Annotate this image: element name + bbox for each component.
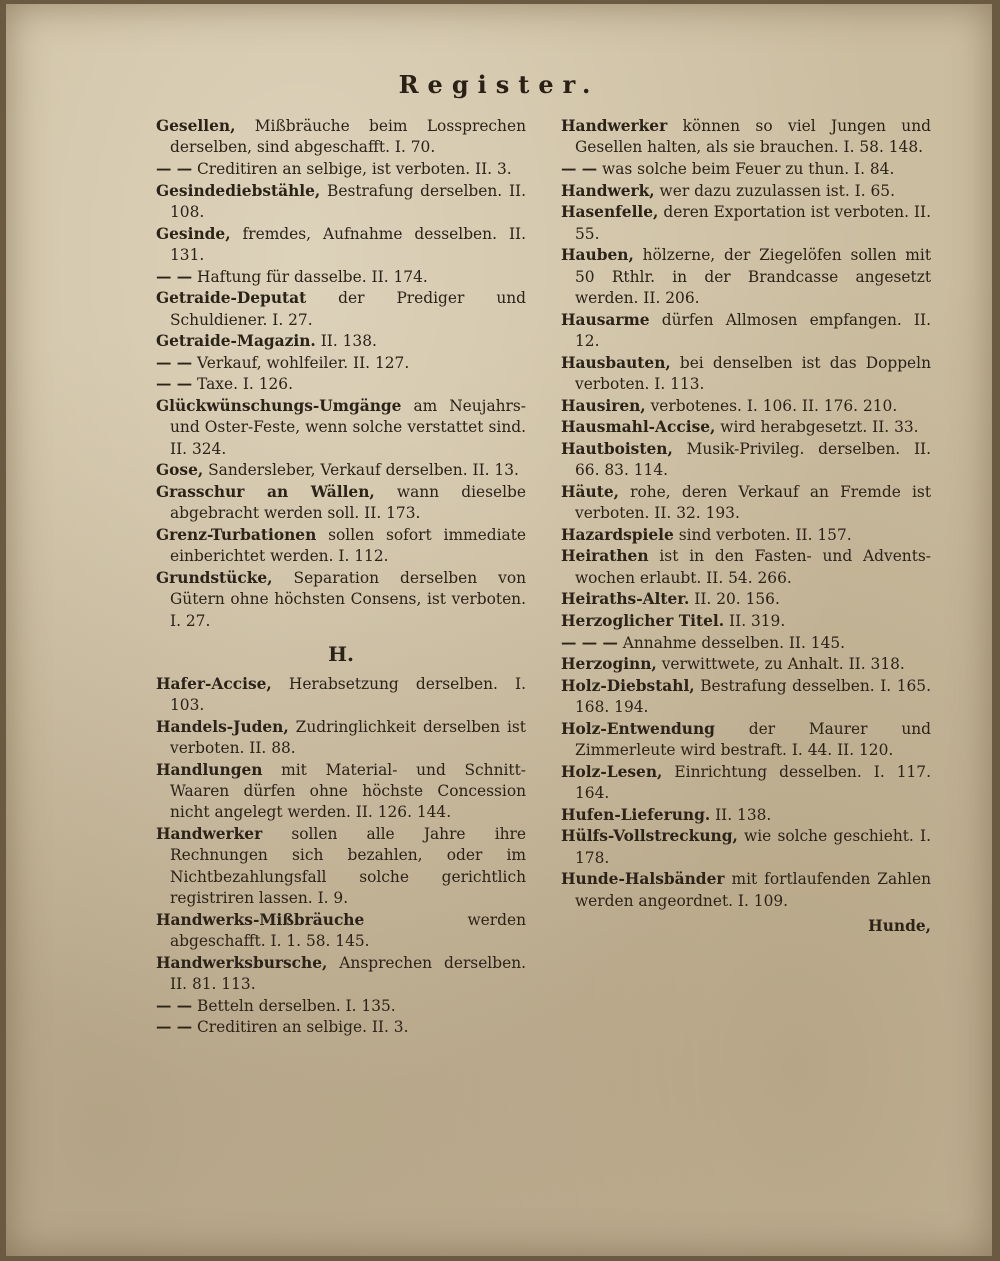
index-entry	[561, 762, 931, 805]
entry-headword: Hautboisten,	[561, 439, 673, 458]
index-entry	[561, 654, 931, 675]
index-entry	[156, 267, 526, 288]
entry-headword: Hausiren,	[561, 396, 646, 415]
entry-text: Taxe. I. 126.	[192, 375, 293, 394]
index-entry	[561, 482, 931, 525]
entry-headword: Grundstücke,	[156, 568, 273, 587]
entry-headword: Handwerksbursche,	[156, 953, 328, 972]
entry-text: II. 138.	[315, 332, 377, 351]
entry-text: deren Exportation ist verboten. II. 55.	[575, 203, 931, 243]
entry-headword: Hafer-Accise,	[156, 674, 272, 693]
entry-headword: Handwerker	[561, 117, 668, 135]
entry-headword: Getraide-Magazin.	[156, 332, 316, 351]
index-entry	[156, 331, 526, 352]
entry-text: Bestrafung desselben. I. 165. 168. 194.	[575, 676, 931, 717]
index-entry	[156, 1017, 526, 1038]
entry-headword: — —	[561, 160, 598, 178]
index-entry	[561, 310, 931, 353]
entry-text: verwittwete, zu Anhalt. II. 318.	[656, 655, 905, 674]
entry-headword: Hasenfelle,	[561, 203, 659, 222]
index-entry	[561, 633, 931, 654]
entry-headword: Hülfs-Vollstreckung,	[561, 827, 738, 846]
entry-text: Annahme desselben. II. 145.	[617, 633, 846, 652]
entry-headword: Gesinde,	[156, 224, 231, 243]
entry-headword: Getraide-Deputat	[156, 289, 307, 308]
index-entry	[156, 953, 526, 996]
entry-headword: Hazardspiele	[561, 525, 674, 544]
index-entry	[156, 374, 526, 395]
entry-headword: Herzoglicher Titel.	[561, 611, 725, 630]
entry-headword: Hunde-Halsbänder	[561, 870, 725, 889]
entry-headword: Handels-Juden,	[156, 717, 289, 736]
entry-headword: Heiraths-Alter.	[561, 590, 690, 609]
entry-text: mit Material- und Schnitt-Waaren dürfen ohne höchste Concession nicht angelegt werden. II. 126. 144.	[170, 760, 526, 822]
entry-headword: Gose,	[156, 461, 204, 480]
entry-headword: Häute,	[561, 482, 619, 501]
index-entry	[561, 245, 931, 309]
index-entry	[156, 525, 526, 568]
entry-headword: — —	[156, 353, 193, 372]
index-entry	[156, 674, 526, 717]
index-entry	[156, 353, 526, 374]
entry-text: wird herabgesetzt. II. 33.	[715, 418, 919, 437]
index-entry	[561, 611, 931, 632]
entry-headword: — — —	[561, 633, 618, 652]
entry-headword: Grenz-Turbationen	[156, 525, 317, 544]
entry-text: hölzerne, der Ziegelöfen sollen mit 50 Rthlr. in der Brandcasse angesetzt werden. II. 206.	[575, 246, 931, 307]
entry-headword: Holz-Diebstahl,	[561, 676, 695, 695]
index-entry	[561, 181, 931, 202]
entry-text: Musik-Privileg. derselben. II. 66. 83. 114.	[575, 439, 931, 480]
entry-headword: Hauben,	[561, 246, 634, 265]
index-entry	[561, 589, 931, 610]
h-entries-left	[156, 674, 526, 1039]
index-entry	[561, 439, 931, 482]
entry-text: sollen alle Jahre ihre Rechnungen sich bezahlen, oder im Nichtbezahlungsfall solche gerichtlich registriren lassen. I. 9.	[170, 825, 526, 908]
entry-text: Creditiren an selbige, ist verboten. II. 3.	[192, 160, 512, 178]
entry-text: Sandersleber, Verkauf derselben. II. 13.	[203, 461, 519, 480]
g-entries	[156, 116, 526, 632]
index-entry	[156, 396, 526, 460]
entry-text: Mißbräuche beim Lossprechen derselben, sind abgeschafft. I. 70.	[170, 117, 526, 157]
entry-text: Bestrafung derselben. II. 108.	[170, 181, 526, 221]
index-entry	[561, 826, 931, 869]
entry-text: sollen sofort immediate einberichtet werden. I. 112.	[170, 525, 526, 566]
entry-text: am Neujahrs- und Oster-Feste, wenn solche verstattet sind. II. 324.	[170, 396, 526, 458]
entry-text: dürfen Allmosen empfangen. II. 12.	[575, 310, 931, 350]
entry-headword: Holz-Entwendung	[561, 719, 715, 738]
entry-headword: Handwerks-Mißbräuche	[156, 910, 365, 929]
entry-headword: — —	[156, 375, 193, 394]
entry-text: Einrichtung desselben. I. 117. 164.	[575, 762, 931, 803]
entry-text: der Prediger und Schuldiener. I. 27.	[170, 289, 526, 329]
entry-headword: Gesindediebstähle,	[156, 181, 321, 200]
entry-headword: Holz-Lesen,	[561, 762, 663, 781]
index-entry	[156, 460, 526, 481]
entry-headword: — —	[156, 1018, 193, 1037]
index-entry	[561, 525, 931, 546]
entry-headword: Grasschur an Wällen,	[156, 482, 375, 501]
index-entry	[561, 546, 931, 589]
index-entry	[156, 224, 526, 267]
entry-headword: — —	[156, 996, 193, 1015]
entry-text: verbotenes. I. 106. II. 176. 210.	[645, 396, 898, 415]
entry-text: was solche beim Feuer zu thun. I. 84.	[597, 160, 895, 178]
entry-text: Verkauf, wohlfeiler. II. 127.	[192, 353, 410, 372]
entry-text: Creditiren an selbige. II. 3.	[192, 1018, 409, 1037]
entry-text: sind verboten. II. 157.	[673, 525, 852, 544]
entry-headword: Heirathen	[561, 547, 649, 566]
h-entries-right	[561, 116, 931, 912]
index-entry	[561, 869, 931, 912]
index-entry	[156, 910, 526, 953]
entry-text: Haftung für dasselbe. II. 174.	[192, 267, 428, 286]
entry-text: Betteln derselben. I. 135.	[192, 996, 396, 1015]
entry-text: ist in den Fasten- und Advents-wochen erlaubt. II. 54. 266.	[575, 547, 931, 587]
entry-headword: Gesellen,	[156, 117, 236, 135]
entry-text: mit fortlaufenden Zahlen werden angeordnet. I. 109.	[575, 870, 931, 910]
section-letter: H.	[328, 642, 354, 667]
entry-text: II. 20. 156.	[689, 590, 780, 609]
index-entry	[156, 482, 526, 525]
index-entry	[561, 417, 931, 438]
entry-headword: Herzoginn,	[561, 655, 657, 674]
index-entry	[156, 288, 526, 331]
entry-headword: — —	[156, 267, 193, 286]
right-column	[561, 116, 931, 938]
entry-text: Ansprechen derselben. II. 81. 113.	[170, 953, 526, 994]
index-entry	[156, 717, 526, 760]
entry-headword: Hufen-Lieferung.	[561, 805, 711, 824]
entry-headword: Hausbauten,	[561, 353, 671, 372]
entry-text: II. 138.	[710, 805, 772, 824]
entry-text: Herabsetzung derselben. I. 103.	[170, 674, 526, 714]
catchword: Hunde,	[868, 917, 931, 936]
index-entry	[561, 676, 931, 719]
index-entry	[156, 568, 526, 632]
index-entry	[561, 116, 931, 159]
scanned-page	[6, 4, 992, 1256]
index-entry	[561, 805, 931, 826]
entry-headword: Handwerker	[156, 825, 263, 843]
entry-text: wann dieselbe abgebracht werden soll. II. 173.	[170, 482, 527, 523]
index-entry	[156, 760, 526, 824]
entry-headword: Handlungen	[156, 760, 263, 779]
entry-text: wie solche geschieht. I. 178.	[575, 827, 931, 867]
index-entry	[156, 824, 526, 910]
index-entry	[561, 396, 931, 417]
entry-text: II. 319.	[724, 611, 786, 630]
entry-text: fremdes, Aufnahme desselben. II. 131.	[170, 224, 526, 264]
entry-text: werden abgeschafft. I. 1. 58. 145.	[170, 910, 526, 951]
left-column	[156, 116, 526, 1039]
entry-headword: — —	[156, 160, 193, 178]
index-entry	[156, 159, 526, 180]
index-entry	[561, 353, 931, 396]
entry-headword: Hausmahl-Accise,	[561, 418, 716, 437]
entry-text: wer dazu zuzulassen ist. I. 65.	[654, 181, 895, 200]
page-header: Register.	[398, 70, 600, 99]
entry-headword: Glückwünschungs-Umgänge	[156, 396, 402, 415]
index-entry	[561, 719, 931, 762]
entry-text: der Maurer und Zimmerleute wird bestraft. I. 44. II. 120.	[575, 719, 931, 760]
index-entry	[156, 116, 526, 159]
index-entry	[156, 181, 526, 224]
index-entry	[156, 996, 526, 1017]
entry-text: bei denselben ist das Doppeln verboten. I. 113.	[575, 353, 931, 393]
entry-text: Zudringlichkeit derselben ist verboten. II. 88.	[170, 717, 526, 757]
index-entry	[561, 202, 931, 245]
entry-text: Separation derselben von Gütern ohne höchsten Consens, ist verboten. I. 27.	[170, 568, 526, 630]
entry-text: können so viel Jungen und Gesellen halten, als sie brauchen. I. 58. 148.	[575, 117, 931, 157]
index-entry	[561, 159, 931, 180]
entry-headword: Handwerk,	[561, 181, 655, 200]
entry-text: rohe, deren Verkauf an Fremde ist verboten. II. 32. 193.	[575, 482, 931, 523]
entry-headword: Hausarme	[561, 310, 650, 329]
